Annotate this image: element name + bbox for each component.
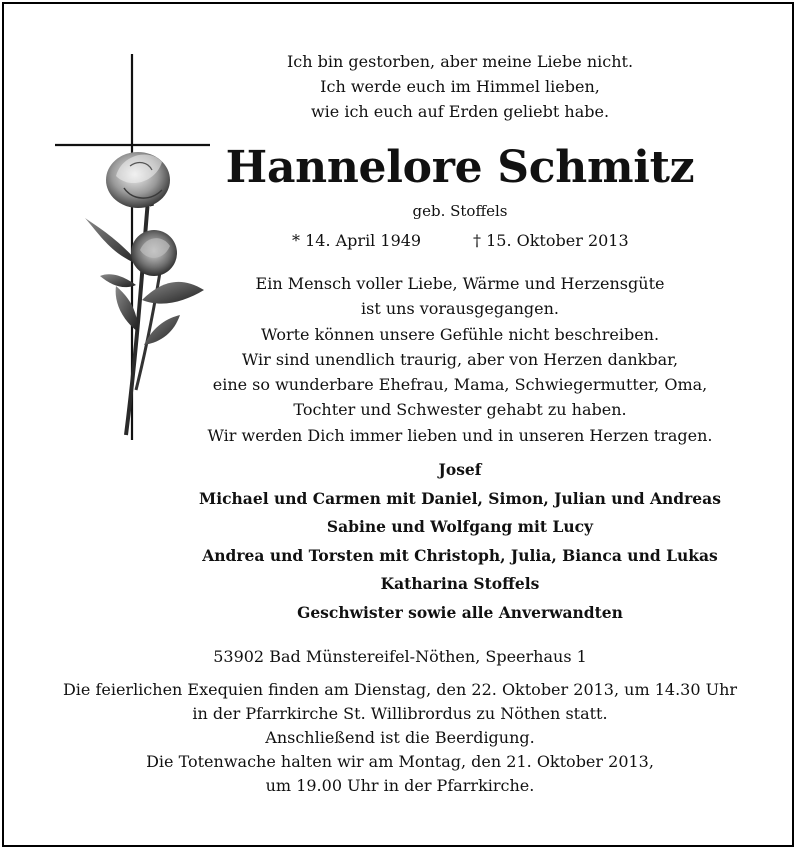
cross-and-rose-art (50, 50, 215, 445)
mourner-line: Katharina Stoffels (380, 574, 540, 593)
mourner-line: Michael und Carmen mit Daniel, Simon, Julian und Andreas (199, 488, 721, 508)
mourners-list (190, 456, 730, 627)
mourner-line: Geschwister sowie alle Anverwandten (297, 602, 623, 622)
birth-date: * 14. April 1949 (292, 231, 422, 250)
tribute-line: Tochter und Schwester gehabt zu haben. (293, 400, 627, 420)
mourner-line: Sabine und Wolfgang mit Lucy (326, 517, 594, 536)
opening-verse (230, 49, 690, 124)
tribute-text (200, 271, 720, 448)
service-details (55, 678, 745, 798)
tribute-line: eine so wunderbare Ehefrau, Mama, Schwiegermutter, Oma, (212, 375, 708, 395)
mourner-line: Andrea und Torsten mit Christoph, Julia, Bianca und Lukas (202, 545, 718, 565)
tribute-line: Ein Mensch voller Liebe, Wärme und Herzensgüte (255, 274, 665, 293)
birth-name: geb. Stoffels (412, 202, 508, 220)
service-line: in der Pfarrkirche St. Willibrordus zu Nöthen statt. (192, 704, 608, 723)
rose-icon (85, 152, 204, 435)
mourner-line: Josef (438, 460, 482, 479)
service-line: um 19.00 Uhr in der Pfarrkirche. (265, 776, 535, 795)
service-line: Die Totenwache halten wir am Montag, den 21. Oktober 2013, (146, 752, 654, 771)
tribute-line: Wir sind unendlich traurig, aber von Herzen dankbar, (241, 349, 679, 369)
service-line: Anschließend ist die Beerdigung. (265, 728, 535, 747)
verse-line: wie ich euch auf Erden geliebt habe. (310, 102, 610, 121)
verse-line: Ich bin gestorben, aber meine Liebe nicht. (286, 52, 634, 71)
deceased-name: Hannelore Schmitz (225, 142, 695, 193)
tribute-line: Wir werden Dich immer lieben und in unseren Herzen tragen. (207, 425, 713, 445)
verse-line: Ich werde euch im Himmel lieben, (320, 77, 600, 96)
tribute-line: Worte können unsere Gefühle nicht beschreiben. (260, 324, 660, 344)
death-date: † 15. Oktober 2013 (473, 231, 629, 250)
family-address: 53902 Bad Münstereifel-Nöthen, Speerhaus 1 (213, 647, 587, 666)
tribute-line: ist uns vorausgegangen. (360, 299, 560, 319)
service-line: Die feierlichen Exequien finden am Dienstag, den 22. Oktober 2013, um 14.30 Uhr (62, 680, 738, 699)
